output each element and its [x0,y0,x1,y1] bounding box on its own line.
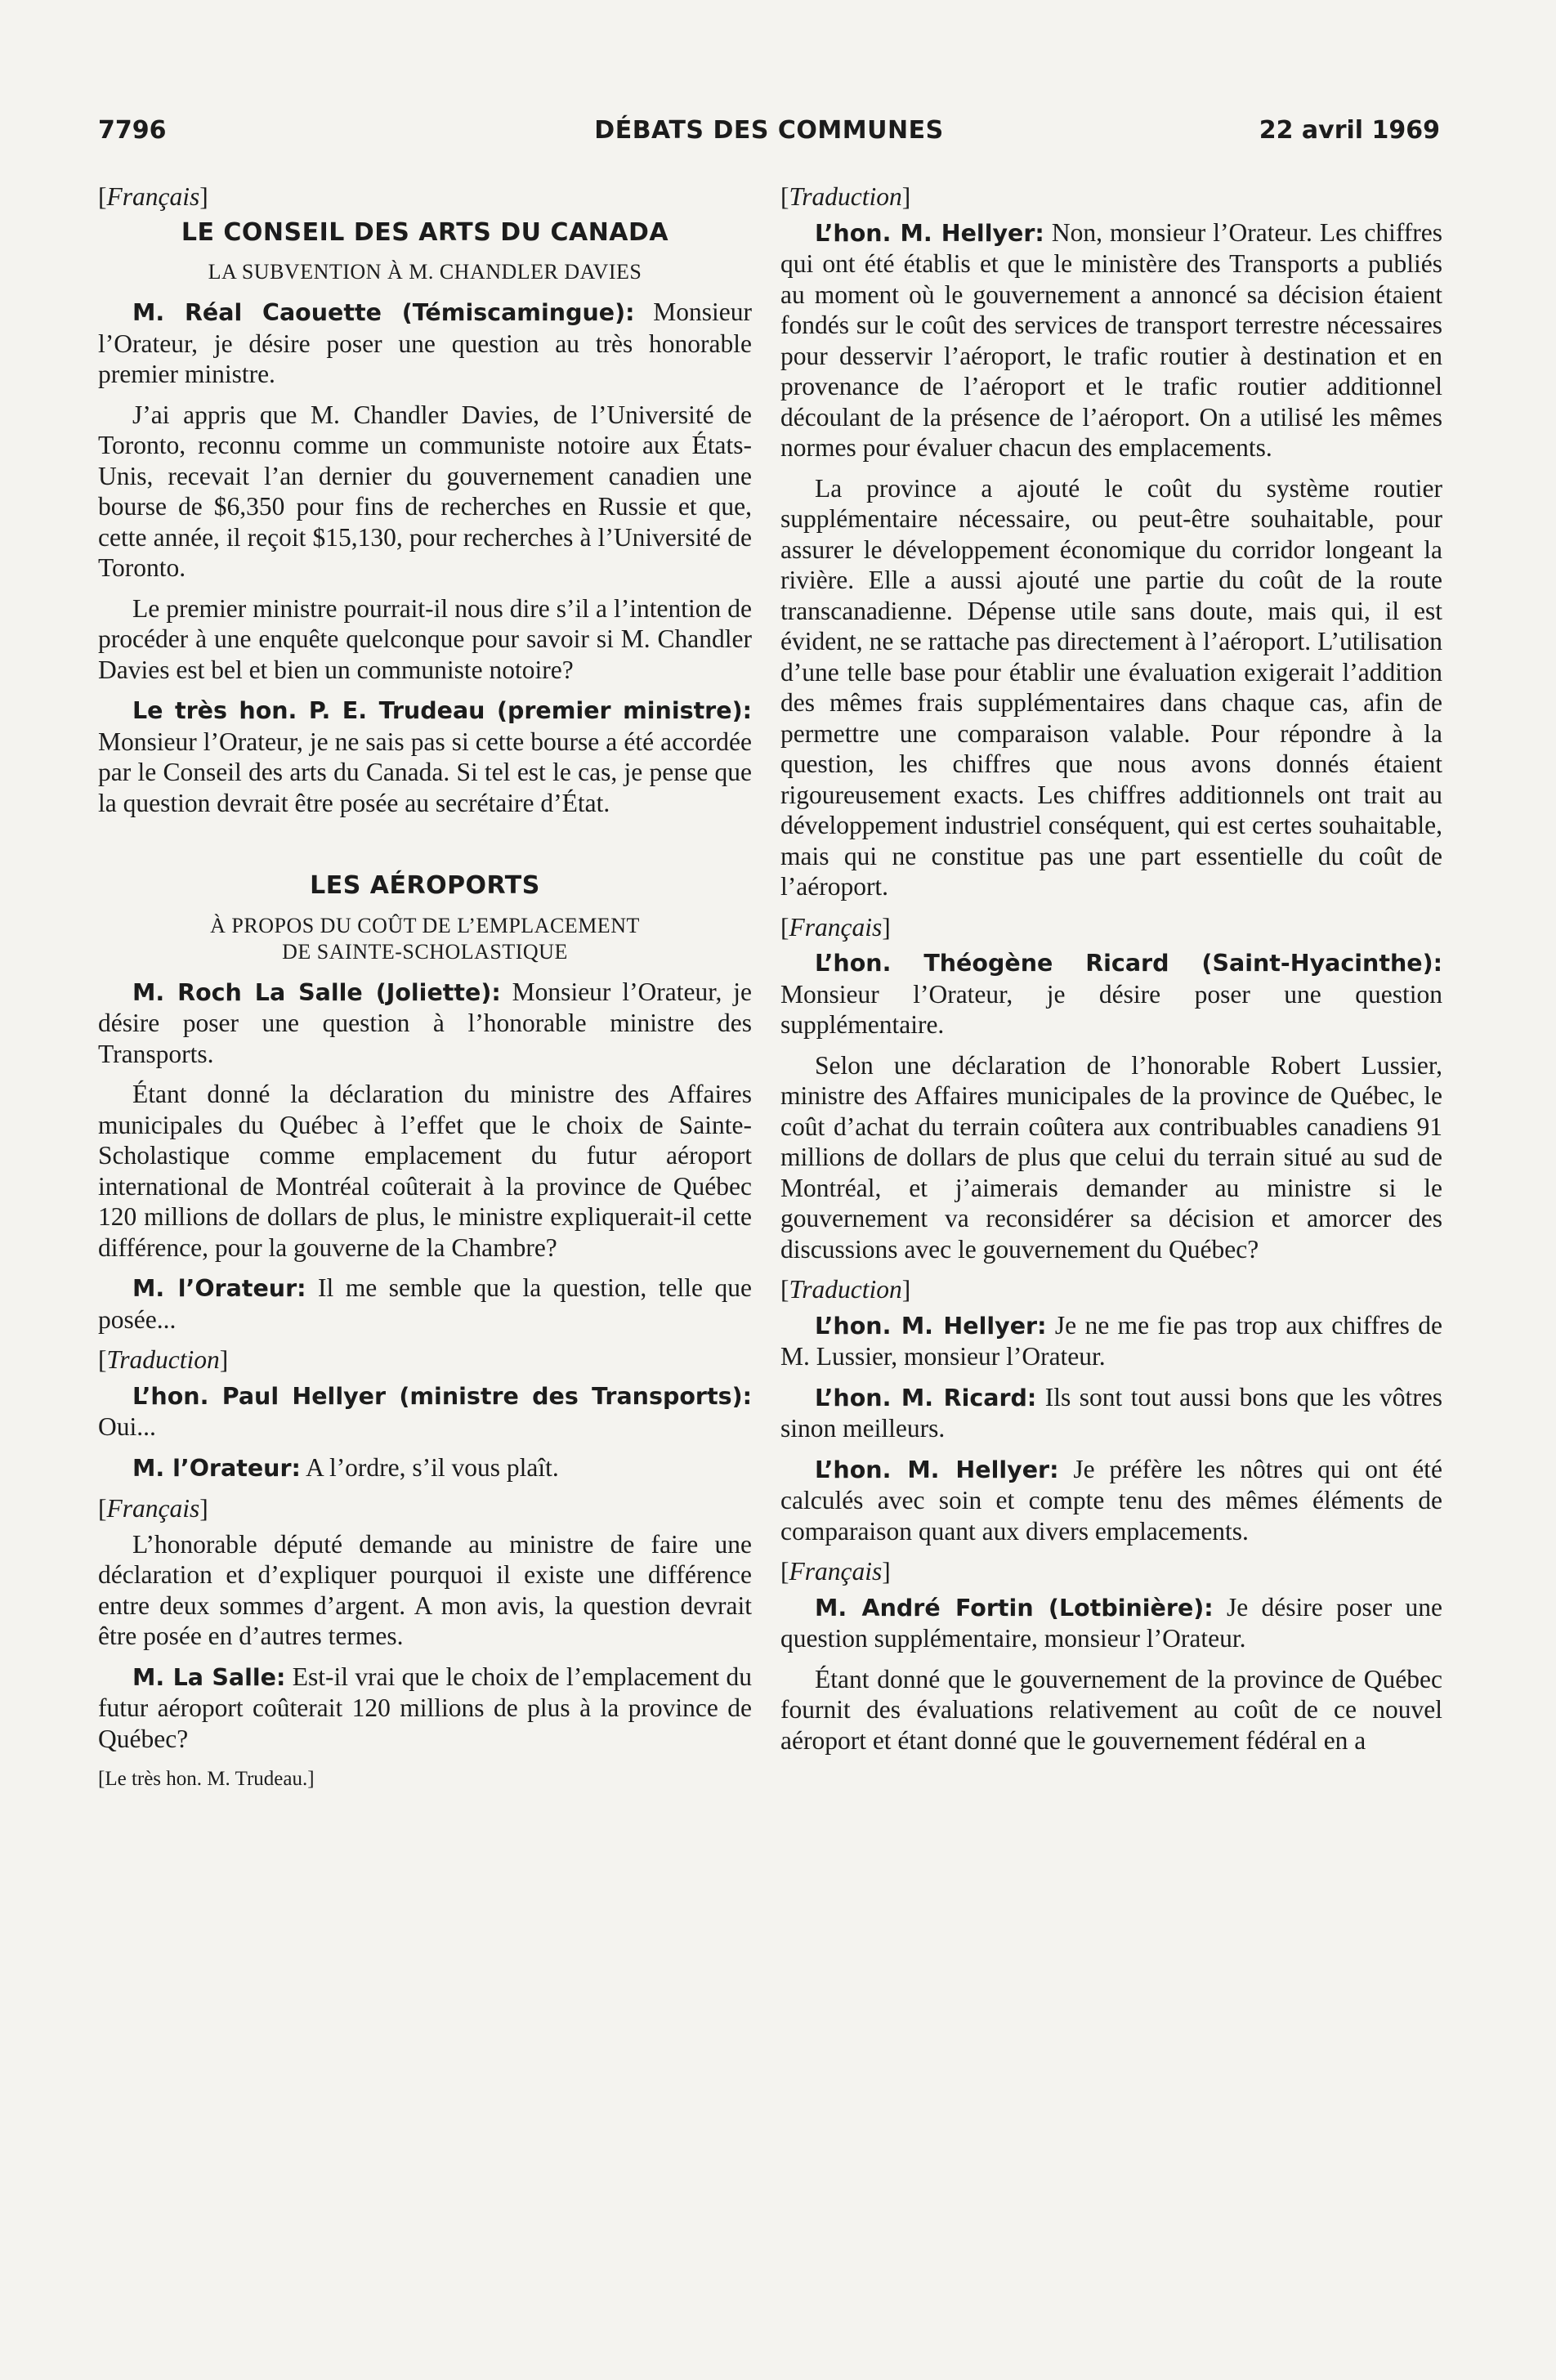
left-column [98,181,752,1805]
speaker-name: L’hon. M. Hellyer: [815,1312,1047,1340]
section-heading: LE CONSEIL DES ARTS DU CANADA [181,217,669,247]
speech-paragraph: La province a ajouté le coût du système routier supplémentaire nécessaire, ou peut-être souhaitable, pour assurer le développement économique du corridor longeant la rivière. Elle a aussi ajouté une partie du coût de la route transcanadienne. Dépense utile sans doute, mais qui, il est évident, ne se rattache pas directement à l’aéroport. L’utilisation d’une telle base pour établir une évaluation exigerait l’addition des mêmes frais supplémentaires dans chaque cas, afin de permettre une comparaison valable. Pour répondre à la question, les chiffres que nous avons donnés étaient rigoureusement exacts. Les chiffres additionnels ont trait au développement industriel conséquent, qui est certes souhaitable, mais qui ne constitue pas une part essentielle du coût de l’aéroport. [780,473,1442,901]
speech-paragraph: Étant donné la déclaration du ministre des Affaires municipales du Québec à l’effet que le choix de Sainte-Scholastique comme emplacement du futur aéroport international de Montréal coûterait à la province de Québec 120 millions de dollars de plus, le ministre expliquerait-il cette différence, pour la gouverne de la Chambre? [98,1080,752,1262]
section-heading: LES AÉROPORTS [310,871,540,900]
speech-paragraph: L’hon. Théogène Ricard (Saint-Hyacinthe): Monsieur l’Orateur, je désire poser une question supplémentaire. [780,950,1442,1039]
speech-paragraph: M. l’Orateur: Il me semble que la question, telle que posée... [98,1273,752,1334]
speech-paragraph: M. l’Orateur: A l’ordre, s’il vous plaît. [132,1452,559,1482]
speech-paragraph: L’hon. M. Ricard: Ils sont tout aussi bons que les vôtres sinon meilleurs. [780,1382,1442,1443]
speech-paragraph: J’ai appris que M. Chandler Davies, de l’Université de Toronto, reconnu comme un communiste notoire aux États-Unis, recevait l’an dernier du gouvernement canadien une bourse de $6,350 pour fins de recherches en Russie et que, cette année, il reçoit $15,130, pour recherches à l’Université de Toronto. [98,400,752,582]
language-tag: [Français] [98,1494,208,1523]
language-tag: [Français] [98,182,208,211]
speech-paragraph: M. Roch La Salle (Joliette): Monsieur l’Orateur, je désire poser une question à l’honorable ministre des Transports. [98,977,752,1068]
speech-paragraph: L’hon. M. Hellyer: Je préfère les nôtres qui ont été calculés avec soin et compte tenu des mêmes éléments de comparaison quant aux divers emplacements. [780,1454,1443,1546]
speech-paragraph: Le premier ministre pourrait-il nous dire s’il a l’intention de procéder à une enquête quelconque pour savoir si M. Chandler Davies est bel et bien un communiste notoire? [98,593,752,684]
page-header [98,116,1440,149]
speaker-name: M. Roch La Salle (Joliette): [132,978,501,1006]
speaker-name: L’hon. M. Hellyer: [815,1456,1059,1483]
speech-paragraph: Le très hon. P. E. Trudeau (premier ministre): Monsieur l’Orateur, je ne sais pas si cette bourse a été accordée par le Conseil des arts du Canada. Si tel est le cas, je pense que la question devrait être posée au secrétaire d’État. [98,697,752,817]
language-tag: [Traduction] [780,1275,911,1304]
speech-paragraph: Étant donné que le gouvernement de la province de Québec fournit des évaluations relativement au coût de ce nouvel aéroport et étant donné que le gouvernement fédéral en a [780,1664,1442,1755]
speaker-name: M. Réal Caouette (Témiscamingue): [132,299,635,326]
speech-paragraph: M. Réal Caouette (Témiscamingue): Monsieur l’Orateur, je désire poser une question au très honorable premier ministre. [98,298,752,388]
speaker-name: M. l’Orateur: [132,1275,306,1302]
speech-paragraph: Selon une déclaration de l’honorable Robert Lussier, ministre des Affaires municipales de la province de Québec, le coût d’achat du terrain coûtera aux contribuables canadiens 91 millions de dollars de plus que celui du terrain situé au sud de Montréal, et j’aimerais demander au ministre si le gouvernement va reconsidérer sa décision et amorcer des discussions avec le gouvernement du Québec? [780,1050,1442,1264]
speaker-name: M. André Fortin (Lotbinière): [815,1594,1214,1622]
publication-title: DÉBATS DES COMMUNES [594,116,944,145]
speaker-name: L’hon. M. Ricard: [815,1384,1037,1411]
section-subheading: À PROPOS DU COÛT DE L’EMPLACEMENT DE SAINTE-SCHOLASTIQUE [210,913,640,964]
speech-paragraph: L’hon. M. Hellyer: Je ne me fie pas trop aux chiffres de M. Lussier, monsieur l’Orateur. [780,1310,1443,1371]
speaker-name: L’hon. Théogène Ricard (Saint-Hyacinthe): [815,950,1442,977]
speaker-name: M. l’Orateur: [132,1454,301,1482]
footer-note: [Le très hon. M. Trudeau.] [98,1768,315,1790]
speaker-name: L’hon. M. Hellyer: [815,219,1044,247]
language-tag: [Français] [780,1557,891,1586]
language-tag: [Traduction] [780,182,911,211]
language-tag: [Français] [780,912,891,942]
speech-paragraph: L’honorable député demande au ministre de faire une déclaration et d’expliquer pourquoi il existe une différence entre deux sommes d’argent. A mon avis, la question devrait être posée en d’autres termes. [98,1529,752,1650]
page-number: 7796 [98,116,167,145]
right-column [780,181,1442,1765]
speech-paragraph: L’hon. M. Hellyer: Non, monsieur l’Orateur. Les chiffres qui ont été établis et que le ministère des Transports a publiés au moment où le gouvernement a annoncé sa décision étaient fondés sur le coût des services de transport terrestre nécessaires pour desservir l’aéroport, le trafic routier à destination et en provenance de l’aéroport et le trafic routier additionnel découlant de la présence de l’aéroport. On a utilisé les mêmes normes pour évaluer chacun des emplacements. [780,217,1443,462]
speaker-name: L’hon. Paul Hellyer (ministre des Transports): [132,1382,752,1410]
speech-paragraph: L’hon. Paul Hellyer (ministre des Transports): Oui... [98,1382,752,1441]
speaker-name: Le très hon. P. E. Trudeau (premier ministre): [132,697,752,724]
speech-paragraph: M. La Salle: Est-il vrai que le choix de l’emplacement du futur aéroport coûterait 120 millions de plus à la province de Québec? [98,1662,752,1753]
language-tag: [Traduction] [98,1345,229,1374]
speech-paragraph: M. André Fortin (Lotbinière): Je désire poser une question supplémentaire, monsieur l’Orateur. [780,1592,1442,1653]
speaker-name: M. La Salle: [132,1663,286,1691]
issue-date: 22 avril 1969 [1259,116,1440,145]
section-subheading: LA SUBVENTION À M. CHANDLER DAVIES [208,260,642,284]
